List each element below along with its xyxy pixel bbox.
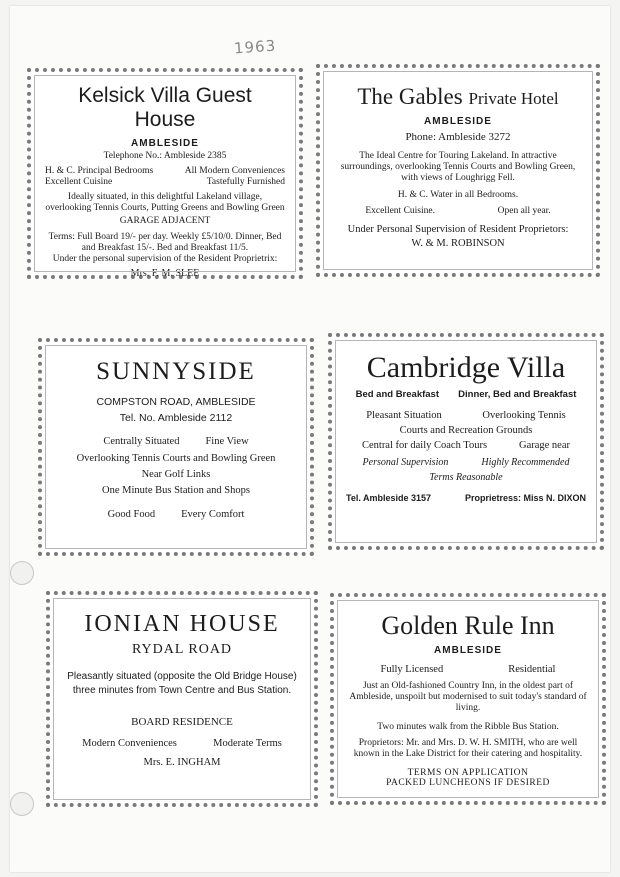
feature-comfort: Every Comfort: [181, 509, 245, 520]
feature-supervision: Personal Supervision: [362, 457, 449, 468]
ad-proprietor: Mrs. E. INGHAM: [143, 757, 221, 768]
ad-road: RYDAL ROAD: [131, 642, 233, 657]
ad-title: Cambridge Villa: [366, 351, 566, 384]
ad-kelsick-villa: [27, 68, 303, 279]
ad-overlooking: Overlooking Tennis Courts and Bowling Green: [76, 453, 276, 464]
ad-terms: Terms: Full Board 19/- per day. Weekly £5/10/0. Dinner, Bed and Breakfast 15/-. Bed and Breakfast 11/5.: [48, 232, 282, 253]
ad-features-2: [346, 440, 586, 451]
punch-hole: [10, 792, 34, 816]
option-dbb: Dinner, Bed and Breakfast: [458, 389, 577, 400]
ad-title: [334, 84, 582, 110]
ad-features-2: [56, 509, 296, 520]
ad-bus: One Minute Bus Station and Shops: [102, 485, 250, 496]
feature-view: Fine View: [205, 436, 249, 447]
handwritten-year: 1963: [233, 36, 277, 58]
ad-courts: Courts and Recreation Grounds: [399, 425, 533, 436]
ad-features: [45, 166, 285, 188]
ad-town: AMBLESIDE: [424, 116, 492, 127]
brochure-page: [10, 6, 610, 872]
ad-water: H. & C. Water in all Bedrooms.: [397, 190, 519, 200]
option-bb: Bed and Breakfast: [355, 389, 439, 400]
ad-title: SUNNYSIDE: [96, 358, 256, 385]
ad-board: BOARD RESIDENCE: [131, 716, 233, 728]
feature-garage: Garage near: [519, 440, 571, 451]
ad-features: [348, 664, 588, 675]
ad-town: AMBLESIDE: [434, 645, 502, 656]
ad-proprietress: Proprietress: Miss N. DIXON: [464, 493, 586, 503]
ad-description: The Ideal Centre for Touring Lakeland. In attractive surroundings, overlooking Tennis Courts and Bowling Green, with views of Loughrigg Fell.: [340, 151, 576, 183]
ad-walk: Two minutes walk from the Ribble Bus Station.: [377, 722, 559, 732]
ad-description: Just an Old-fashioned Country Inn, in the oldest part of Ambleside, unspoilt but modernised to suit today's standard of living.: [349, 681, 587, 713]
ad-the-gables: [316, 64, 600, 277]
ad-terms: TERMS ON APPLICATION: [407, 768, 529, 778]
ad-features: [56, 436, 296, 447]
features-left: H. & C. Principal Bedrooms Excellent Cuisine: [45, 166, 154, 187]
feature-conveniences: Modern Conveniences: [82, 738, 177, 749]
feature-terms: Moderate Terms: [213, 738, 282, 749]
ad-supervision: Under the personal supervision of the Resident Proprietrix:: [52, 254, 278, 264]
ad-town: AMBLESIDE: [131, 138, 199, 149]
ad-proprietor: Mrs. F. M. SLEE: [130, 268, 200, 279]
ad-cambridge-villa: [328, 333, 604, 550]
ad-recommend: [346, 457, 586, 468]
ad-terms: Terms Reasonable: [429, 472, 503, 483]
feature-overlooking: Overlooking Tennis: [482, 410, 566, 421]
title-sub: Private Hotel: [468, 89, 559, 108]
ad-features: [334, 206, 582, 216]
feature-central: Centrally Situated: [103, 436, 180, 447]
feature-recommended: Highly Recommended: [481, 457, 570, 468]
ad-telephone: Telephone No.: Ambleside 2385: [103, 151, 227, 161]
feature-food: Good Food: [107, 509, 156, 520]
ad-tel: Tel. No. Ambleside 2112: [119, 412, 233, 424]
ad-supervision: Under Personal Supervision of Resident Proprietors:: [347, 224, 569, 235]
ad-features: [64, 738, 300, 749]
feature-central: Central for daily Coach Tours: [361, 440, 488, 451]
ad-description: Ideally situated, in this delightful Lakeland village, overlooking Tennis Courts, Putting Greens and Bowling Green: [45, 192, 285, 213]
ad-line-1: Pleasantly situated (opposite the Old Bridge House): [67, 671, 297, 682]
feature-cuisine: Excellent Cuisine.: [365, 206, 435, 216]
ad-board-options: [346, 389, 586, 400]
feature-situation: Pleasant Situation: [366, 410, 442, 421]
ad-tel: Tel. Ambleside 3157: [346, 493, 432, 503]
ad-ionian-house: [46, 591, 318, 807]
feature-open: Open all year.: [497, 206, 551, 216]
ad-proprietors: Proprietors: Mr. and Mrs. D. W. H. SMITH, who are well known in the Lake District for their catering and hospitality.: [353, 738, 583, 759]
ad-lunch: PACKED LUNCHEONS IF DESIRED: [386, 778, 550, 788]
ad-sunnyside: [38, 338, 314, 556]
ad-title: Golden Rule Inn: [381, 611, 555, 640]
ad-line-2: three minutes from Town Centre and Bus Station.: [72, 685, 292, 696]
ad-address: COMPSTON ROAD, AMBLESIDE: [96, 396, 256, 408]
feature-licensed: Fully Licensed: [380, 664, 444, 675]
ad-golden-rule-inn: [330, 593, 606, 805]
feature-residential: Residential: [508, 664, 556, 675]
ad-phone: Phone: Ambleside 3272: [405, 131, 511, 143]
ad-golf: Near Golf Links: [141, 469, 211, 480]
punch-hole: [10, 561, 34, 585]
ad-footer: [346, 493, 586, 503]
features-right: All Modern Conveniences Tastefully Furnished: [184, 166, 285, 187]
ad-garage: GARAGE ADJACENT: [119, 216, 211, 226]
title-main: The Gables: [357, 84, 463, 109]
ad-title: Kelsick Villa Guest House: [78, 84, 252, 131]
ad-title: IONIAN HOUSE: [84, 611, 280, 637]
ad-features: [346, 410, 586, 421]
ad-proprietors: W. & M. ROBINSON: [411, 238, 505, 249]
